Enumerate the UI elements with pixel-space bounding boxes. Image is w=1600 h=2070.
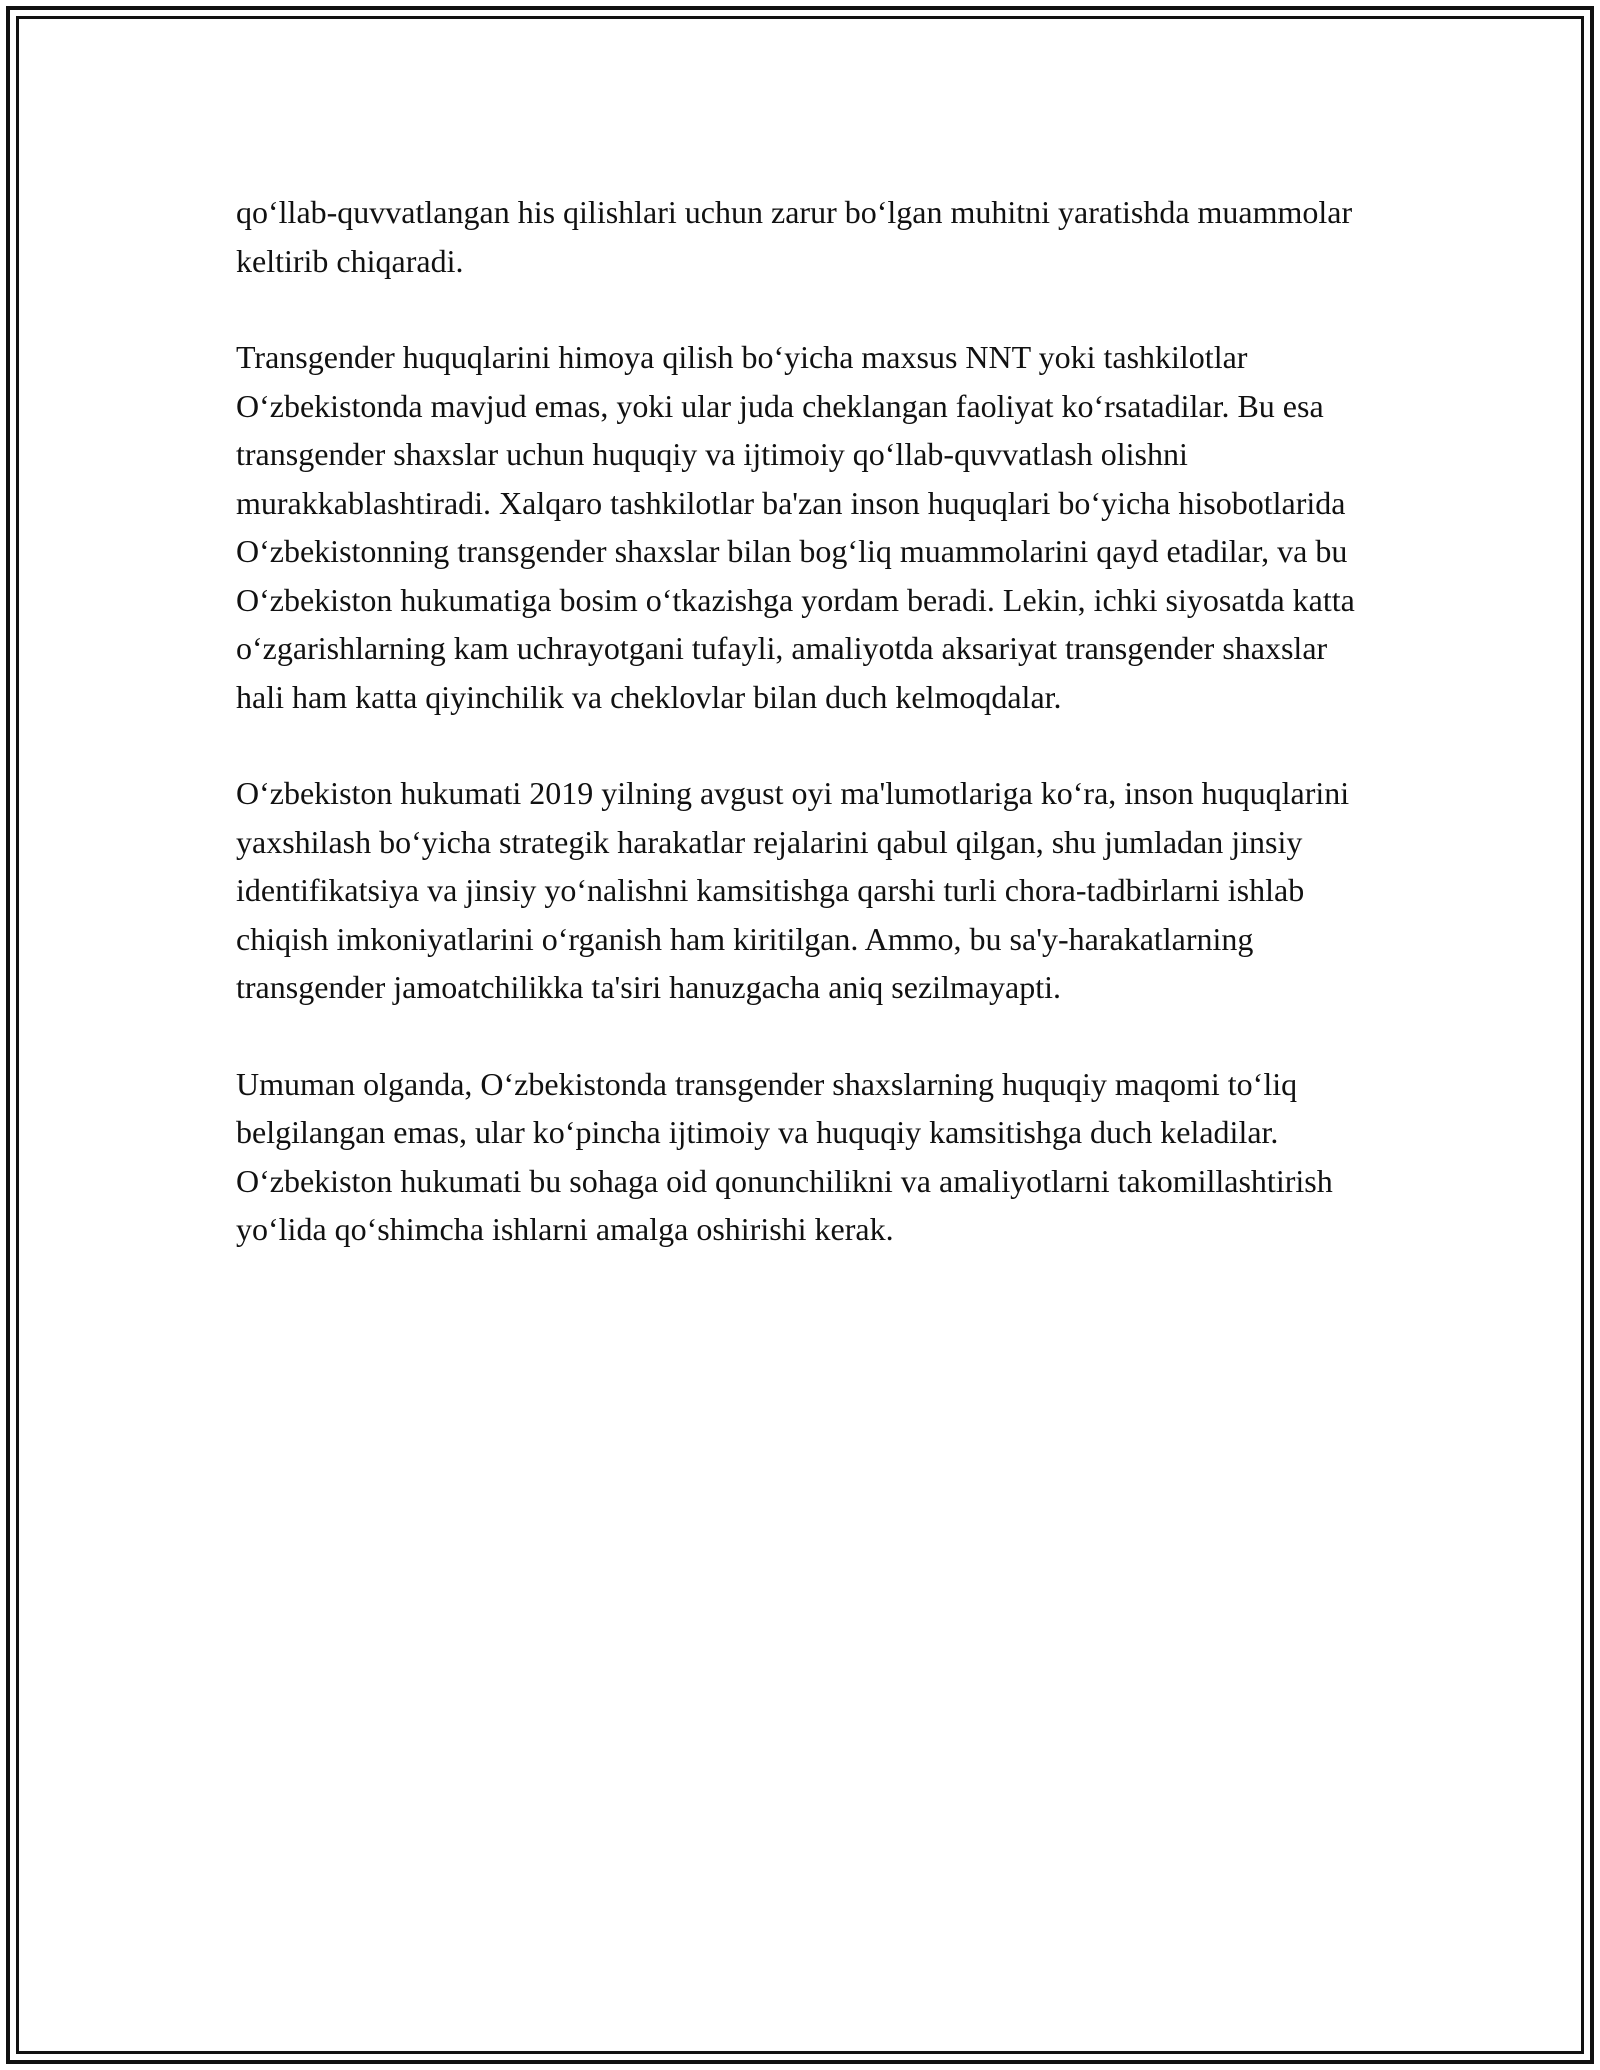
paragraph-1: qo‘llab-quvvatlangan his qilishlari uchun zarur bo‘lgan muhitni yaratishda muammolar keltirib chiqaradi. <box>236 194 1353 279</box>
paragraph-3: O‘zbekiston hukumati 2019 yilning avgust oyi ma'lumotlariga ko‘ra, inson huquqlarini yaxshilash bo‘yicha strategik harakatlar rejalarini qabul qilgan, shu jumladan jinsiy identifikatsiya va jinsiy yo‘nalishni kamsitishga qarshi turli chora-tadbirlarni ishlab chiqish imkoniyatlarini o‘rganish ham kiritilgan. Ammo, bu sa'y-harakatlarning transgender jamoatchilikka ta'siri hanuzgacha aniq sezilmayapti. <box>236 775 1350 1005</box>
paragraph-4: Umuman olganda, O‘zbekistonda transgender shaxslarning huquqiy maqomi to‘liq belgilangan emas, ular ko‘pincha ijtimoiy va huquqiy kamsitishga duch keladilar. O‘zbekiston hukumati bu sohaga oid qonunchilikni va amaliyotlarni takomillashtirish yo‘lida qo‘shimcha ishlarni amalga oshirishi kerak. <box>236 1065 1333 1247</box>
paragraph-2: Transgender huquqlarini himoya qilish bo‘yicha maxsus NNT yoki tashkilotlar O‘zbekistonda mavjud emas, yoki ular juda cheklangan faoliyat ko‘rsatadilar. Bu esa transgender shaxslar uchun huquqiy va ijtimoiy qo‘llab-quvvatlash olishni murakkablashtiradi. Xalqaro tashkilotlar ba'zan inson huquqlari bo‘yicha hisobotlarida O‘zbekistonning transgender shaxslar bilan bog‘liq muammolarini qayd etadilar, va bu O‘zbekiston hukumatiga bosim o‘tkazishga yordam beradi. Lekin, ichki siyosatda katta o‘zgarishlarning kam uchrayotgani tufayli, amaliyotda aksariyat transgender shaxslar hali ham katta qiyinchilik va cheklovlar bilan duch kelmoqdalar. <box>236 339 1355 715</box>
document-body <box>236 188 1376 1302</box>
